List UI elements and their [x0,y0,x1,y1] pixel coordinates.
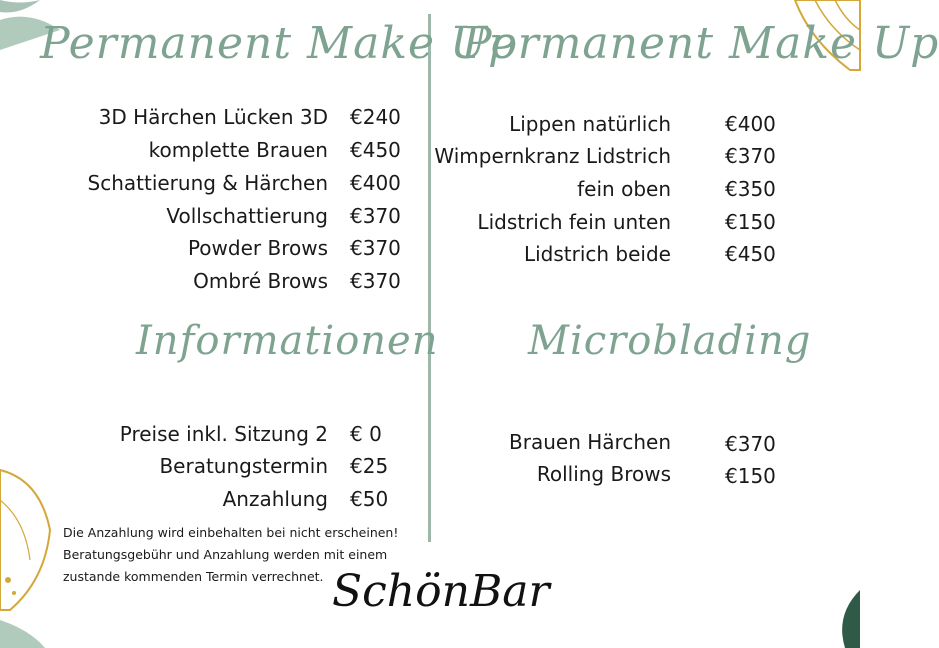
info-item-price: €50 [350,487,389,511]
price-item-price: €370 [725,144,776,168]
price-item-price: €370 [350,269,401,293]
price-item-price: €370 [350,204,401,228]
price-item-price: €370 [350,236,401,260]
info-item-price: €25 [350,454,389,478]
leaf-decoration-bottom-right [830,590,860,648]
price-item-name: Lippen natürlich [509,112,671,136]
info-item-name: Preise inkl. Sitzung 2 [119,422,328,446]
price-item-price: €450 [350,138,401,162]
info-item-name: Anzahlung [222,487,328,511]
price-item-price: €450 [725,242,776,266]
note-line: zustande kommenden Termin verrechnet. [63,569,324,584]
microblading-item-price: €150 [725,464,776,488]
gold-leaf-decoration-bottom-left [0,460,62,648]
price-item-name: Schattierung & Härchen [87,171,328,195]
heading-permanent-make-up-left: Permanent Make Up [40,18,518,69]
note-line: Beratungsgebühr und Anzahlung werden mit einem [63,547,388,562]
price-item-price: €400 [350,171,401,195]
price-item-name: Lidstrich fein unten [477,210,671,234]
info-item-name: Beratungstermin [159,454,328,478]
price-item-name: 3D Härchen Lücken 3D [98,105,328,129]
heading-permanent-make-up-right: Permanent Make Up [462,18,939,69]
heading-microblading: Microblading [528,318,812,364]
price-item-name: Wimpernkranz Lidstrich [434,144,671,168]
price-item-price: €240 [350,105,401,129]
price-item-price: €350 [725,177,776,201]
price-item-price: €400 [725,112,776,136]
price-item-price: €150 [725,210,776,234]
info-item-price: € 0 [350,422,382,446]
price-item-name: komplette Brauen [148,138,328,162]
column-divider [428,14,431,542]
price-item-name: Vollschattierung [166,204,328,228]
microblading-item-price: €370 [725,432,776,456]
price-item-name: Powder Brows [187,236,328,260]
microblading-item-name: Brauen Härchen [509,430,671,454]
heading-informationen: Informationen [136,318,439,364]
price-item-name: fein oben [577,177,671,201]
price-item-name: Lidstrich beide [523,242,671,266]
brand-logo: SchönBar [332,566,550,617]
price-item-name: Ombré Brows [193,269,328,293]
note-line: Die Anzahlung wird einbehalten bei nicht erscheinen! [63,525,399,540]
microblading-item-name: Rolling Brows [536,462,671,486]
